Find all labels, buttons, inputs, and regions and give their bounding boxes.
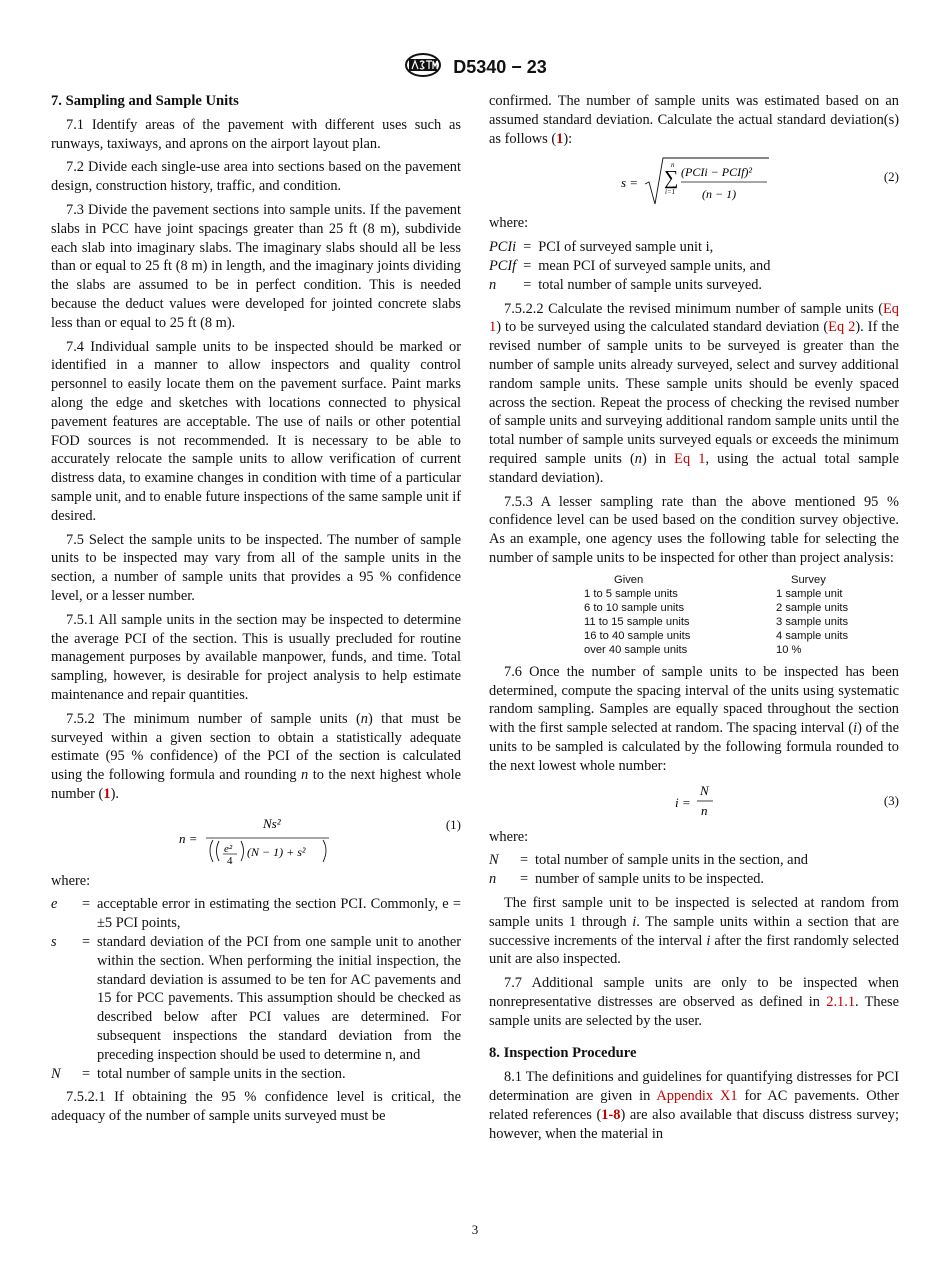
definition-symbol: PCIi [489, 239, 517, 256]
equation-3 [489, 782, 899, 822]
definition-text: mean PCI of surveyed sample units, and [538, 257, 771, 274]
paragraph-first-sample: The first sample unit to be inspected is selected at random from sample units 1 through i. The sample units within a section that are successive increments of the interval i after the first randomly selected unit are also inspected. [489, 894, 899, 968]
table-row [584, 615, 848, 629]
where-label: where: [489, 828, 529, 845]
definition-symbol: s [51, 934, 57, 951]
definition-text: acceptable error in estimating the section PCI. Commonly, e = ±5 PCI points, [97, 896, 461, 932]
table-row [584, 629, 848, 643]
eq2-numerator: (PCIi − PCIf)² [681, 165, 753, 180]
table-cell: 4 sample units [776, 629, 849, 642]
definition-row [489, 238, 899, 257]
right-column [489, 92, 899, 1148]
table-header-row [584, 573, 848, 587]
eq1-e-squared: e² [224, 842, 233, 855]
astm-logo-icon [403, 52, 443, 83]
table-header-given: Given [614, 573, 644, 586]
definition-text: total number of sample units in the section, and [535, 852, 808, 869]
table-cell: 11 to 15 sample units [584, 615, 690, 628]
paragraph-7-1: 7.1 Identify areas of the pavement with different uses such as runways, taxiways, and aprons on the airport layout plan. [51, 116, 461, 152]
definition-symbol: PCIf [489, 257, 517, 274]
paragraph-7-5-2: 7.5.2 The minimum number of sample units (n) that must be surveyed within a given section to obtain a statistically adequate estimate (95 % confidence) of the PCI of the section is calculated using the following formula and rounding n to the next highest whole number (1). [51, 710, 461, 802]
section-link[interactable]: 2.1.1 [826, 993, 856, 1010]
definition-equals: = [519, 852, 529, 869]
section-heading: 7. Sampling and Sample Units [51, 93, 239, 109]
paragraph-7-3: 7.3 Divide the pavement sections into sample units. If the pavement slabs in PCC have joint spacings greater than 25 ft (8 m), subdivide each slab into imaginary slabs. The imaginary slabs should all be less than or equal to 25 ft (8 m) in length, and the imaginary joints dividing the slabs are assumed to be in perfect condition. This is needed because the deduct values were developed for jointed concrete slabs less than or equal to 25 ft (8 m). [51, 201, 461, 331]
definition-text: standard deviation of the PCI from one sample unit to another within the section. When performing the initial inspection, the standard deviation is assumed to be ten for AC pavements and 15 for PCC pavements. This assumption should be checked as described below after PCI values are determined. For subsequent inspections the standard deviation from the preceding inspection should be used to determine n, and [97, 934, 461, 1063]
section-heading: 8. Inspection Procedure [489, 1045, 637, 1062]
equation-number: (3) [883, 792, 899, 808]
table-cell: 1 to 5 sample units [584, 587, 678, 600]
definition-equals: = [523, 257, 532, 274]
paragraph-7-5-2-2: 7.5.2.2 Calculate the revised minimum number of sample units (Eq 1) to be surveyed using the calculated standard deviation (Eq 2). If the revised number of sample units to be surveyed is greater than the number of sample units already surveyed, select and survey additional random sample units. These sample units should be evenly spaced across the section. Repeat the process of checking the revised number of sample units and surveying additional random sample units until the total number of sample units surveyed equals or exceeds the minimum required sample units (n) in Eq 1, using the actual total sample standard deviation). [489, 300, 900, 486]
definition-symbol: n [489, 276, 497, 293]
definitions-list [51, 895, 461, 1083]
table-cell: over 40 sample units [584, 643, 688, 656]
definition-text: total number of sample units surveyed. [538, 276, 762, 293]
definition-symbol: e [51, 896, 58, 913]
definition-equals: = [81, 1065, 91, 1082]
definition-row [51, 895, 461, 933]
paragraph-7-6: 7.6 Once the number of sample units to be inspected has been determined, compute the spacing interval of the units using systematic random sampling. Samples are equally spaced throughout the section with the first sample selected at random. The spacing interval (i) of the units to be sampled is calculated by the following formula rounded to the next lowest whole number: [489, 663, 899, 774]
page-header [0, 52, 950, 83]
eq1-lhs: n = [179, 830, 198, 846]
paragraph-7-5: 7.5 Select the sample units to be inspected. The number of sample units to be inspected may vary from all of the sample units in the section, a number of sample units that provides a 95 % confidence level, or a lesser number. [51, 531, 461, 604]
eq2-denominator: (n − 1) [702, 187, 737, 202]
table-cell: 16 to 40 sample units [584, 629, 691, 642]
reference-link[interactable]: 1 [103, 785, 111, 802]
table-row [584, 587, 848, 601]
paragraph-7-4: 7.4 Individual sample units to be inspected should be marked or identified in a manner to allow inspectors and quality control personnel to easily locate them on the pavement surface. Paint marks along the edge and sketches with locations connected to physical pavement features are acceptable. The use of nails or other potential FOD sources is not recommended. It is necessary to be able to accurately relocate the sample units to allow verification of current distress data, to examine changes in condition with time of a particular sample unit, and to enable future inspections of the same sample unit if desired. [51, 338, 461, 524]
definition-text: PCI of surveyed sample unit i, [538, 239, 714, 256]
definition-equals: = [523, 239, 532, 256]
equation-number: (2) [883, 169, 899, 185]
paragraph-7-5-2-1: 7.5.2.1 If obtaining the 95 % confidence level is critical, the adequacy of the number of sample units surveyed must be [51, 1089, 461, 1125]
definition-text: total number of sample units in the section. [97, 1065, 346, 1082]
definition-equals: = [519, 871, 529, 888]
sampling-rate-table [584, 573, 848, 657]
table-cell: 10 % [776, 643, 802, 656]
paragraph-8-1: 8.1 The definitions and guidelines for quantifying distresses for PCI determination are given in Appendix X1 for AC pavements. Other related references (1-8) are also available that discuss distress survey; however, when the material in [489, 1069, 899, 1142]
definitions-list [489, 238, 899, 294]
definition-row [51, 933, 461, 1065]
left-column [51, 92, 461, 1131]
standard-designation: D5340 − 23 [453, 57, 547, 77]
eq1-rest: (N − 1) + s² [247, 844, 306, 859]
definition-text: number of sample units to be inspected. [535, 871, 764, 888]
eq3-bottom: n [701, 802, 708, 818]
definition-row [489, 870, 899, 889]
equation-2 [489, 154, 899, 208]
definition-symbol: N [489, 852, 499, 869]
equation-number: (1) [445, 816, 461, 832]
reference-link[interactable]: 1-8 [601, 1106, 621, 1123]
definition-equals: = [81, 934, 91, 951]
reference-link[interactable]: 1 [556, 130, 564, 147]
table-cell: 3 sample units [776, 615, 849, 628]
where-label: where: [51, 872, 91, 889]
paragraph-7-5-1: 7.5.1 All sample units in the section may be inspected to determine the average PCI of the section. This is usually precluded for routine management purposes by available manpower, funds, and time. Total sampling, however, is desirable for project analysis to help estimate maintenance and repair quantities. [51, 611, 461, 703]
eq3-top: N [700, 782, 709, 798]
definition-row [489, 851, 899, 870]
appendix-link[interactable]: Appendix X1 [656, 1088, 738, 1105]
definition-row [489, 257, 899, 276]
eq2-sum-top: n [671, 161, 675, 170]
definition-symbol: n [489, 871, 497, 888]
definition-symbol: N [51, 1065, 61, 1082]
definition-row [51, 1065, 461, 1084]
table-cell: 1 sample unit [776, 587, 843, 600]
table-cell: 6 to 10 sample units [584, 601, 685, 614]
page-number: 3 [471, 1222, 479, 1237]
definition-equals: = [523, 276, 532, 293]
eq2-sum-bottom: i=1 [665, 188, 676, 197]
definitions-list [489, 851, 899, 889]
sum-icon: ∑ [664, 167, 679, 190]
equation-link[interactable]: Eq 2 [828, 319, 856, 336]
equation-1 [51, 810, 461, 866]
paragraph-7-5-3: 7.5.3 A lesser sampling rate than the above mentioned 95 % confidence level can be used based on the condition survey objective. As an example, one agency uses the following table for selecting the number of sample units to be inspected for other than project analysis: [489, 493, 899, 566]
eq1-four: 4 [227, 854, 233, 866]
paragraph-7-7: 7.7 Additional sample units are only to be inspected when nonrepresentative distresses are observed as defined in 2.1.1. These sample units are selected by the user. [489, 975, 900, 1029]
table-cell: 2 sample units [776, 601, 849, 614]
where-label: where: [489, 215, 529, 232]
equation-link[interactable]: Eq 1 [674, 450, 706, 467]
eq3-lhs: i = [675, 794, 691, 810]
paragraph-7-2: 7.2 Divide each single-use area into sections based on the pavement design, construction history, traffic, and condition. [51, 159, 461, 195]
eq2-lhs: s = [621, 175, 639, 191]
table-row [584, 643, 848, 657]
definition-row [489, 276, 899, 295]
equation-link[interactable]: Eq 1 [489, 300, 899, 336]
definition-equals: = [81, 896, 91, 913]
table-row [584, 601, 848, 615]
paragraph-continued: confirmed. The number of sample units was estimated based on an assumed standard deviation. Calculate the actual standard deviation(s) as follows (1): [489, 93, 899, 147]
eq1-numerator: Ns² [263, 815, 281, 831]
table-header-survey: Survey [791, 573, 826, 586]
